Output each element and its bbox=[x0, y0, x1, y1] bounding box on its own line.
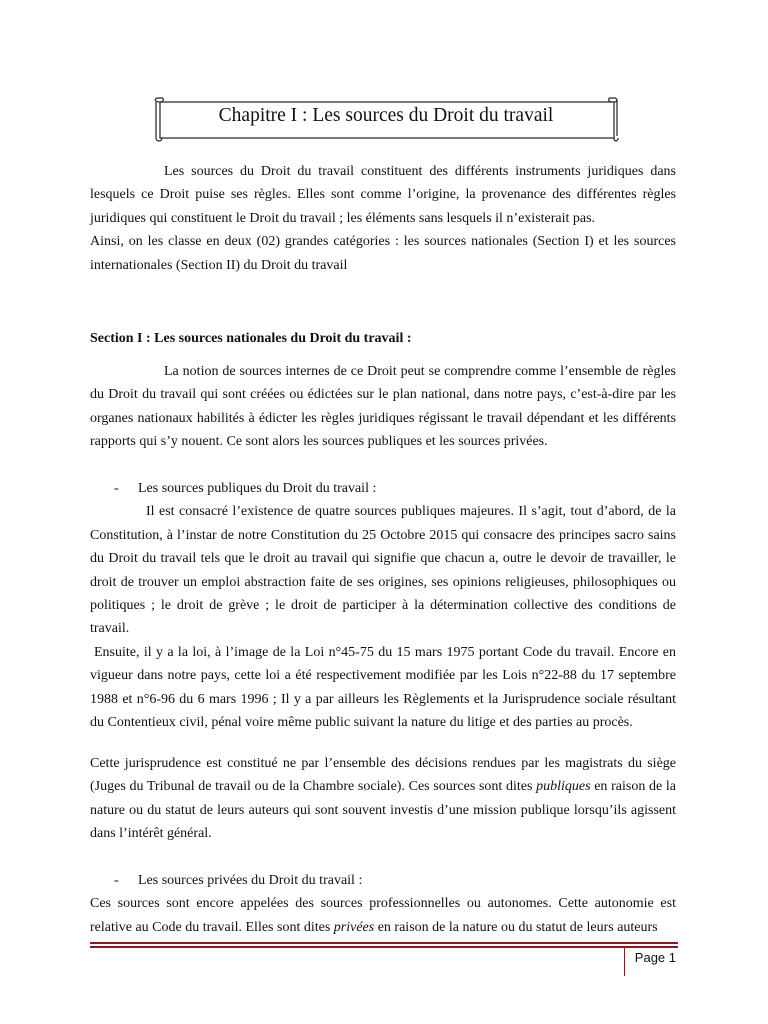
page-number: Page 1 bbox=[624, 946, 676, 976]
private-text-before: Ces sources sont encore appelées des sources professionnelles ou autonomes. Cette autonomie est relative au Code du travail. Elles sont dites bbox=[90, 896, 676, 935]
intro-block bbox=[90, 160, 676, 277]
public-sources-heading-text: Les sources publiques du Droit du travail : bbox=[138, 481, 377, 496]
jurisprudence-block bbox=[90, 752, 676, 846]
section1-body bbox=[90, 360, 676, 454]
footer-rule-top bbox=[90, 942, 678, 944]
intro-paragraph-2: Ainsi, on les classe en deux (02) grandes catégories : les sources nationales (Section I) et les sources internationales (Section II) du Droit du travail bbox=[90, 234, 676, 273]
private-text-after: en raison de la nature ou du statut de leurs auteurs bbox=[374, 919, 658, 935]
intro-paragraph-1: Les sources du Droit du travail constituent des différents instruments juridiques dans lesquels ce Droit puise ses règles. Elles sont comme l’origine, la provenance des différentes règles juridiques qui constituent le Droit du travail ; les éléments sans lesquels il n’existerait pas. bbox=[90, 164, 676, 226]
private-emphasis: privées bbox=[333, 919, 375, 935]
section1-paragraph: La notion de sources internes de ce Droit peut se comprendre comme l’ensemble de règles du Droit du travail qui sont créées ou édictées sur le plan national, dans notre pays, c’est-à-dire par les organes nationaux habilités à édicter les règles juridiques régissant le travail dépendant et les différents rapports qui s’y nouent. Ce sont alors les sources publiques et les sources privées. bbox=[90, 364, 676, 450]
jurisprudence-emphasis: publiques bbox=[536, 779, 591, 795]
private-sources-paragraph bbox=[90, 892, 676, 939]
public-sources-dash: - bbox=[114, 481, 119, 496]
section1-heading-block bbox=[90, 327, 676, 350]
footer-rule-bottom bbox=[90, 946, 678, 948]
private-sources-heading-text: Les sources privées du Droit du travail : bbox=[138, 873, 363, 888]
public-sources-block bbox=[90, 477, 676, 734]
jurisprudence-paragraph bbox=[90, 752, 676, 846]
chapter-title: Chapitre I : Les sources du Droit du travail bbox=[218, 105, 554, 126]
private-sources-dash: - bbox=[114, 873, 119, 888]
chapter-scroll-banner bbox=[152, 96, 620, 142]
public-sources-paragraph-2: Ensuite, il y a la loi, à l’image de la Loi n°45-75 du 15 mars 1975 portant Code du travail. Encore en vigueur dans notre pays, cette loi a été respectivement modifiée par les Lois n°22-88 du 17 septembre 1988 et n°6-96 du 6 mars 1996 ; Il y a par ailleurs les Règlements et la Jurisprudence sociale résultant du Contentieux civil, pénal voire même public suivant la nature du litige et des parties au procès. bbox=[90, 644, 676, 731]
jurisprudence-text-after: en raison de la nature ou du statut de leurs auteurs qui sont souvent investis d’une mission publique lorsqu’ils agissent dans l’intérêt général. bbox=[90, 779, 676, 842]
public-sources-paragraph-1: Il est consacré l’existence de quatre sources publiques majeures. Il s’agit, tout d’abord, de la Constitution, à l’instar de notre Constitution du 25 Octobre 2015 qui consacre des principes sacro sains du Droit du travail tels que le droit au travail qui signifie que chacun a, outre le devoir de travailler, le droit de trouver un emploi abstraction faite de ses origines, ses opinions religieuses, philosophiques ou politiques ; le droit de grève ; le droit de participer à la détermination collective des conditions de travail. bbox=[90, 504, 676, 637]
jurisprudence-text-before: Cette jurisprudence est constitué ne par l’ensemble des décisions rendues par les magistrats du siège (Juges du Tribunal de travail ou de la Chambre sociale). Ces sources sont dites bbox=[90, 756, 676, 795]
private-sources-block bbox=[90, 869, 676, 939]
public-sources-heading bbox=[90, 477, 676, 500]
section1-heading: Section I : Les sources nationales du Droit du travail : bbox=[90, 331, 412, 346]
private-sources-heading bbox=[90, 869, 676, 892]
